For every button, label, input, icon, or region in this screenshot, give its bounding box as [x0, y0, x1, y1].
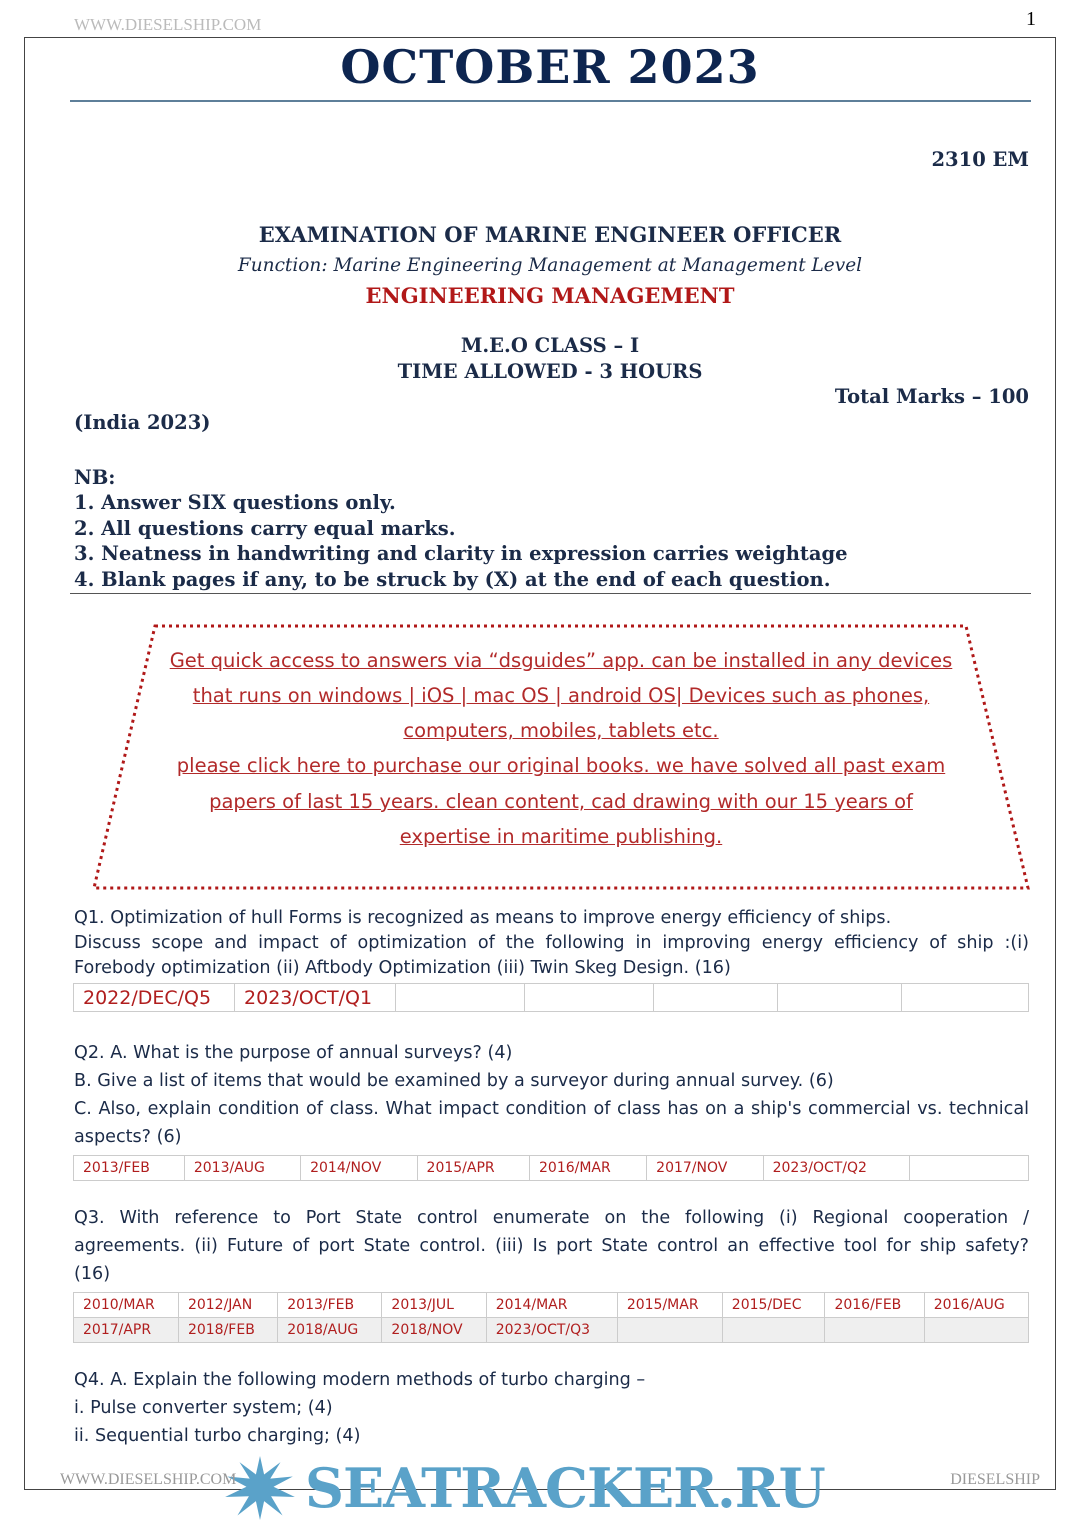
- ref-cell: 2018/AUG: [278, 1318, 382, 1343]
- promo-link[interactable]: that runs on windows | iOS | mac OS | android OS| Devices such as phones,: [192, 684, 930, 707]
- ref-cell: 2016/MAR: [530, 1156, 647, 1181]
- seatracker-logo: SEATRACKER.RU: [305, 1456, 825, 1520]
- ref-cell: 2013/FEB: [278, 1293, 382, 1318]
- question-3: [74, 1204, 1029, 1288]
- ref-cell: 2017/NOV: [647, 1156, 763, 1181]
- question-line: agreements. (ii) Future of port State control. (iii) Is port State control an effective tool for ship safety?: [74, 1236, 1029, 1256]
- ref-cell: 2022/DEC/Q5: [74, 984, 235, 1012]
- question-4: [74, 1366, 1029, 1450]
- ref-cell: [722, 1318, 825, 1343]
- footer-right: DIESELSHIP: [950, 1471, 1040, 1488]
- question-line: Q1. Optimization of hull Forms is recognized as means to improve energy efficiency of ships.: [74, 908, 892, 928]
- ref-cell: [396, 984, 525, 1012]
- ref-cell: 2016/FEB: [825, 1293, 924, 1318]
- ref-cell: [902, 984, 1029, 1012]
- footer-left: WWW.DIESELSHIP.COM: [60, 1471, 237, 1488]
- ref-cell: 2013/JUL: [382, 1293, 486, 1318]
- nb-item: 2. All questions carry equal marks.: [74, 517, 456, 540]
- nb-item: 3. Neatness in handwriting and clarity in expression carries weightage: [74, 542, 848, 565]
- ref-cell: 2013/AUG: [184, 1156, 300, 1181]
- promo-link[interactable]: computers, mobiles, tablets etc.: [403, 719, 719, 742]
- ref-cell: [617, 1318, 722, 1343]
- ref-cell: [924, 1318, 1028, 1343]
- question-2: [74, 1039, 1029, 1151]
- ref-cell: 2018/FEB: [178, 1318, 277, 1343]
- ref-cell: 2012/JAN: [178, 1293, 277, 1318]
- table-row: [74, 1156, 1029, 1181]
- ref-cell: [654, 984, 778, 1012]
- ref-cell: 2010/MAR: [74, 1293, 179, 1318]
- nb-item: 4. Blank pages if any, to be struck by (X) at the end of each question.: [74, 568, 831, 591]
- question-line: i. Pulse converter system; (4): [74, 1398, 333, 1418]
- ref-cell: 2015/APR: [417, 1156, 529, 1181]
- ref-cell: 2014/MAR: [486, 1293, 617, 1318]
- q3-reference-table: [73, 1292, 1029, 1343]
- ref-cell: 2016/AUG: [924, 1293, 1028, 1318]
- table-row: [74, 984, 1029, 1012]
- header-site-watermark: WWW.DIESELSHIP.COM: [74, 15, 262, 34]
- question-line: B. Give a list of items that would be examined by a surveyor during annual survey. (6): [74, 1071, 834, 1091]
- exam-region: (India 2023): [74, 411, 211, 434]
- question-1: [74, 906, 1029, 981]
- total-marks: Total Marks – 100: [834, 385, 1029, 408]
- exam-function: Function: Marine Engineering Management at Management Level: [237, 255, 863, 276]
- ref-cell: 2015/MAR: [617, 1293, 722, 1318]
- question-line: Q2. A. What is the purpose of annual surveys? (4): [74, 1043, 513, 1063]
- ref-cell: 2017/APR: [74, 1318, 179, 1343]
- ref-cell: [825, 1318, 924, 1343]
- exam-class: M.E.O CLASS – I: [460, 334, 640, 357]
- purchase-link[interactable]: please click here to purchase our original books. we have solved all past exam: [176, 754, 946, 777]
- title-divider: [70, 100, 1031, 102]
- ref-cell: 2023/OCT/Q3: [486, 1318, 617, 1343]
- exam-heading: EXAMINATION OF MARINE ENGINEER OFFICER: [258, 222, 842, 247]
- question-line: ii. Sequential turbo charging; (4): [74, 1426, 361, 1446]
- ref-cell: 2013/FEB: [74, 1156, 185, 1181]
- ref-cell: 2014/NOV: [301, 1156, 417, 1181]
- ref-cell: 2023/OCT/Q2: [763, 1156, 909, 1181]
- question-line: Q3. With reference to Port State control enumerate on the following (i) Regional cooperation /: [74, 1208, 1029, 1228]
- question-line: (16): [74, 1264, 111, 1284]
- q2-reference-table: [73, 1155, 1029, 1181]
- ref-cell: 2018/NOV: [382, 1318, 486, 1343]
- nb-label: NB:: [74, 466, 116, 489]
- q1-reference-table: [73, 983, 1029, 1012]
- page-title: OCTOBER 2023: [340, 40, 760, 94]
- question-line: Q4. A. Explain the following modern methods of turbo charging –: [74, 1370, 646, 1390]
- ref-cell: 2023/OCT/Q1: [235, 984, 396, 1012]
- ref-cell: 2015/DEC: [722, 1293, 825, 1318]
- question-line: C. Also, explain condition of class. What impact condition of class has on a ship's commercial vs. technical: [74, 1099, 1029, 1119]
- question-line: Forebody optimization (ii) Aftbody Optimization (iii) Twin Skeg Design. (16): [74, 958, 731, 978]
- table-row: [74, 1293, 1029, 1318]
- ref-cell: [910, 1156, 1029, 1181]
- purchase-link[interactable]: expertise in maritime publishing.: [399, 825, 723, 848]
- promo-link[interactable]: Get quick access to answers via “dsguides” app. can be installed in any devices: [169, 649, 953, 672]
- page-number: 1: [1026, 8, 1036, 30]
- nb-divider: [70, 593, 1031, 594]
- exam-code: 2310 EM: [931, 148, 1029, 171]
- table-row: [74, 1318, 1029, 1343]
- purchase-link[interactable]: papers of last 15 years. clean content, cad drawing with our 15 years of: [209, 790, 913, 813]
- ref-cell: [778, 984, 902, 1012]
- time-allowed: TIME ALLOWED - 3 HOURS: [397, 360, 703, 383]
- question-line: Discuss scope and impact of optimization of the following in improving energy efficiency of ship :(i): [74, 933, 1029, 953]
- question-line: aspects? (6): [74, 1127, 182, 1147]
- ref-cell: [525, 984, 654, 1012]
- nb-item: 1. Answer SIX questions only.: [74, 491, 396, 514]
- exam-subject: ENGINEERING MANAGEMENT: [365, 283, 735, 308]
